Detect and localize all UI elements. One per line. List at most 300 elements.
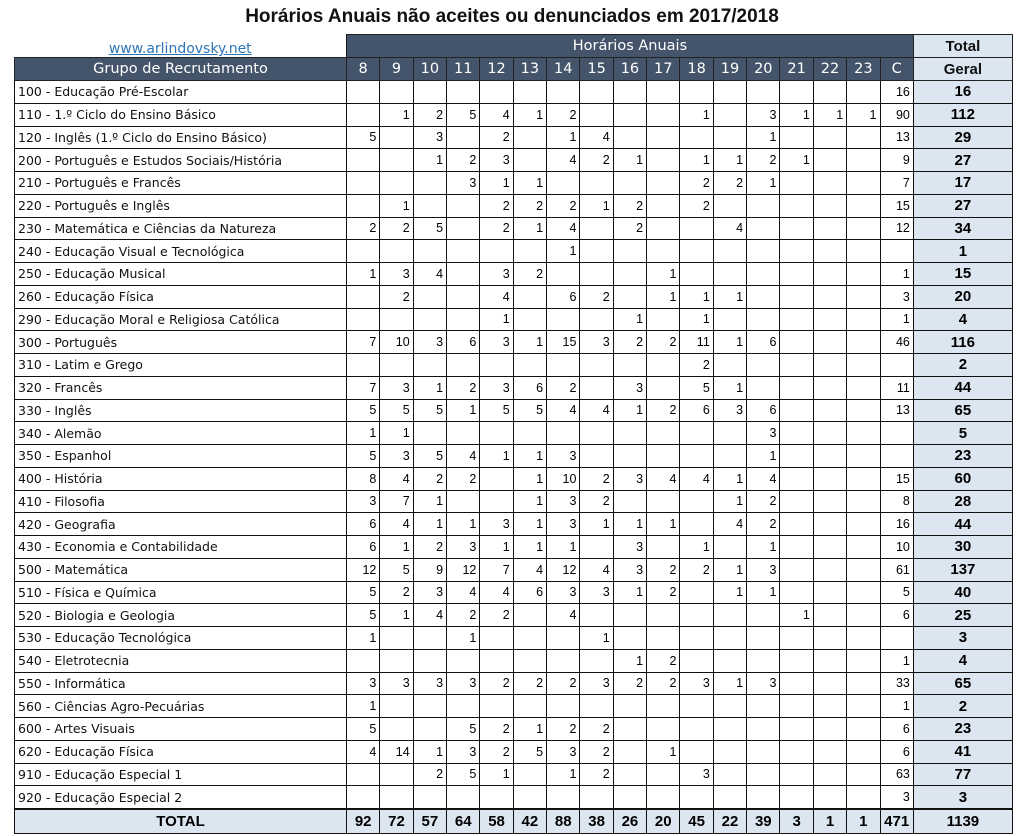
- value-cell: [780, 399, 813, 422]
- group-name: 310 - Latim e Grego: [15, 354, 347, 377]
- value-cell: 1: [380, 194, 413, 217]
- value-cell: 1: [713, 672, 746, 695]
- value-cell: 2: [613, 331, 646, 354]
- value-cell: 7: [347, 376, 380, 399]
- value-cell: 4: [580, 399, 613, 422]
- group-name: 220 - Português e Inglês: [15, 194, 347, 217]
- value-cell: [680, 627, 713, 650]
- value-cell: [780, 490, 813, 513]
- value-cell: [847, 285, 880, 308]
- group-name: 100 - Educação Pré-Escolar: [15, 81, 347, 104]
- value-cell: [713, 536, 746, 559]
- row-total: 28: [913, 490, 1012, 513]
- value-cell: [480, 422, 513, 445]
- value-cell: [780, 194, 813, 217]
- value-cell: [747, 376, 780, 399]
- value-cell: [647, 240, 680, 263]
- value-cell: [647, 172, 680, 195]
- value-cell: 90: [880, 103, 913, 126]
- column-total: 57: [413, 809, 446, 834]
- value-cell: [847, 763, 880, 786]
- value-cell: 3: [480, 513, 513, 536]
- value-cell: [780, 263, 813, 286]
- value-cell: [847, 558, 880, 581]
- value-cell: [447, 695, 480, 718]
- value-cell: [380, 786, 413, 809]
- row-total: 1: [913, 240, 1012, 263]
- column-total: 39: [747, 809, 780, 834]
- row-total: 3: [913, 627, 1012, 650]
- value-cell: [713, 103, 746, 126]
- website-link[interactable]: www.arlindovsky.net: [108, 41, 252, 57]
- group-name: 420 - Geografia: [15, 513, 347, 536]
- value-cell: [580, 103, 613, 126]
- header-total-line2: Geral: [913, 58, 1012, 81]
- value-cell: 1: [513, 536, 546, 559]
- value-cell: [680, 490, 713, 513]
- value-cell: [780, 81, 813, 104]
- value-cell: 4: [413, 604, 446, 627]
- value-cell: 63: [880, 763, 913, 786]
- value-cell: [513, 763, 546, 786]
- value-cell: 2: [447, 376, 480, 399]
- table-row: [15, 399, 1013, 422]
- group-name: 250 - Educação Musical: [15, 263, 347, 286]
- value-cell: [747, 695, 780, 718]
- table-row: [15, 354, 1013, 377]
- value-cell: 1: [613, 308, 646, 331]
- value-cell: 2: [680, 558, 713, 581]
- value-cell: [347, 285, 380, 308]
- value-cell: 2: [480, 194, 513, 217]
- value-cell: 2: [647, 558, 680, 581]
- value-cell: [713, 740, 746, 763]
- value-cell: 6: [747, 331, 780, 354]
- value-cell: [780, 172, 813, 195]
- table-row: [15, 445, 1013, 468]
- value-cell: [813, 331, 846, 354]
- value-cell: 33: [880, 672, 913, 695]
- grand-total: 1139: [913, 809, 1012, 834]
- row-total: 137: [913, 558, 1012, 581]
- value-cell: 2: [680, 354, 713, 377]
- value-cell: [480, 81, 513, 104]
- header-col-13: 13: [513, 58, 546, 81]
- value-cell: 3: [380, 263, 413, 286]
- value-cell: [613, 763, 646, 786]
- value-cell: 6: [447, 331, 480, 354]
- value-cell: 13: [880, 126, 913, 149]
- value-cell: [480, 240, 513, 263]
- value-cell: 1: [780, 604, 813, 627]
- value-cell: [380, 627, 413, 650]
- table-row: [15, 172, 1013, 195]
- value-cell: [580, 422, 613, 445]
- value-cell: [513, 149, 546, 172]
- value-cell: 5: [347, 126, 380, 149]
- value-cell: [580, 786, 613, 809]
- value-cell: 2: [580, 490, 613, 513]
- value-cell: 3: [480, 263, 513, 286]
- value-cell: [847, 490, 880, 513]
- value-cell: [813, 376, 846, 399]
- value-cell: [613, 604, 646, 627]
- value-cell: [647, 536, 680, 559]
- value-cell: 15: [547, 331, 580, 354]
- group-name: 920 - Educação Especial 2: [15, 786, 347, 809]
- row-total: 25: [913, 604, 1012, 627]
- value-cell: [747, 81, 780, 104]
- value-cell: [647, 490, 680, 513]
- value-cell: 6: [880, 718, 913, 741]
- value-cell: [480, 786, 513, 809]
- value-cell: 1: [613, 581, 646, 604]
- value-cell: 6: [547, 285, 580, 308]
- value-cell: [580, 536, 613, 559]
- value-cell: [813, 558, 846, 581]
- value-cell: 1: [513, 103, 546, 126]
- group-name: 300 - Português: [15, 331, 347, 354]
- value-cell: [713, 718, 746, 741]
- table-row: [15, 490, 1013, 513]
- value-cell: 5: [680, 376, 713, 399]
- header-group: Grupo de Recrutamento: [15, 58, 347, 81]
- group-name: 260 - Educação Física: [15, 285, 347, 308]
- value-cell: 1: [613, 399, 646, 422]
- value-cell: [647, 81, 680, 104]
- value-cell: [680, 649, 713, 672]
- value-cell: [547, 422, 580, 445]
- value-cell: [813, 467, 846, 490]
- value-cell: [780, 126, 813, 149]
- row-total: 15: [913, 263, 1012, 286]
- value-cell: 6: [880, 604, 913, 627]
- value-cell: 3: [747, 558, 780, 581]
- value-cell: [647, 194, 680, 217]
- value-cell: 1: [680, 285, 713, 308]
- row-total: 27: [913, 194, 1012, 217]
- value-cell: 2: [747, 149, 780, 172]
- value-cell: [580, 649, 613, 672]
- value-cell: [613, 126, 646, 149]
- group-name: 320 - Francês: [15, 376, 347, 399]
- header-col-23: 23: [847, 58, 880, 81]
- group-name: 430 - Economia e Contabilidade: [15, 536, 347, 559]
- value-cell: [747, 649, 780, 672]
- value-cell: 5: [880, 581, 913, 604]
- value-cell: [780, 376, 813, 399]
- header-col-9: 9: [380, 58, 413, 81]
- value-cell: [847, 194, 880, 217]
- header-col-20: 20: [747, 58, 780, 81]
- column-total: 22: [713, 809, 746, 834]
- value-cell: 3: [547, 740, 580, 763]
- row-total: 65: [913, 672, 1012, 695]
- value-cell: [780, 558, 813, 581]
- page-title: Horários Anuais não aceites ou denunciados em 2017/2018: [245, 6, 779, 27]
- value-cell: 2: [547, 103, 580, 126]
- value-cell: [380, 81, 413, 104]
- value-cell: [713, 194, 746, 217]
- value-cell: [780, 581, 813, 604]
- value-cell: 2: [613, 217, 646, 240]
- value-cell: 2: [413, 536, 446, 559]
- value-cell: 1: [613, 649, 646, 672]
- value-cell: 1: [513, 217, 546, 240]
- group-name: 550 - Informática: [15, 672, 347, 695]
- value-cell: 5: [347, 718, 380, 741]
- value-cell: [713, 422, 746, 445]
- table-row: [15, 422, 1013, 445]
- value-cell: [647, 149, 680, 172]
- value-cell: [847, 240, 880, 263]
- value-cell: [813, 126, 846, 149]
- value-cell: 4: [480, 103, 513, 126]
- value-cell: [513, 786, 546, 809]
- value-cell: [613, 490, 646, 513]
- value-cell: [847, 581, 880, 604]
- value-cell: [380, 354, 413, 377]
- value-cell: [713, 695, 746, 718]
- group-name: 200 - Português e Estudos Sociais/História: [15, 149, 347, 172]
- value-cell: [513, 422, 546, 445]
- value-cell: [847, 672, 880, 695]
- value-cell: [813, 81, 846, 104]
- value-cell: [847, 308, 880, 331]
- value-cell: 2: [513, 672, 546, 695]
- value-cell: [813, 490, 846, 513]
- value-cell: 1: [713, 581, 746, 604]
- value-cell: 6: [680, 399, 713, 422]
- value-cell: [847, 217, 880, 240]
- table-row: [15, 536, 1013, 559]
- value-cell: [813, 740, 846, 763]
- value-cell: [347, 240, 380, 263]
- group-name: 540 - Eletrotecnia: [15, 649, 347, 672]
- value-cell: [713, 786, 746, 809]
- value-cell: 1: [447, 627, 480, 650]
- value-cell: [780, 513, 813, 536]
- value-cell: [813, 422, 846, 445]
- value-cell: [747, 240, 780, 263]
- value-cell: 1: [513, 172, 546, 195]
- table-row: [15, 581, 1013, 604]
- value-cell: 1: [513, 490, 546, 513]
- value-cell: 2: [547, 376, 580, 399]
- table-row: [15, 331, 1013, 354]
- value-cell: [513, 627, 546, 650]
- value-cell: [847, 513, 880, 536]
- row-total: 3: [913, 786, 1012, 809]
- value-cell: [613, 263, 646, 286]
- value-cell: [847, 786, 880, 809]
- value-cell: 10: [880, 536, 913, 559]
- value-cell: [780, 285, 813, 308]
- value-cell: [680, 513, 713, 536]
- value-cell: 1: [347, 422, 380, 445]
- value-cell: [513, 81, 546, 104]
- value-cell: 3: [747, 422, 780, 445]
- value-cell: 9: [413, 558, 446, 581]
- value-cell: [747, 194, 780, 217]
- value-cell: [613, 445, 646, 468]
- value-cell: 4: [413, 263, 446, 286]
- table-row: [15, 604, 1013, 627]
- row-total: 2: [913, 354, 1012, 377]
- value-cell: [580, 172, 613, 195]
- value-cell: 10: [547, 467, 580, 490]
- value-cell: [813, 149, 846, 172]
- column-total: 471: [880, 809, 913, 834]
- value-cell: [647, 695, 680, 718]
- value-cell: 3: [680, 763, 713, 786]
- value-cell: 12: [547, 558, 580, 581]
- value-cell: [547, 627, 580, 650]
- value-cell: [613, 81, 646, 104]
- table-row: [15, 467, 1013, 490]
- table-row: [15, 718, 1013, 741]
- value-cell: 1: [547, 126, 580, 149]
- value-cell: 4: [713, 217, 746, 240]
- value-cell: [380, 695, 413, 718]
- header-col-11: 11: [447, 58, 480, 81]
- value-cell: 5: [413, 399, 446, 422]
- value-cell: 4: [713, 513, 746, 536]
- value-cell: 2: [647, 581, 680, 604]
- value-cell: [413, 422, 446, 445]
- value-cell: 4: [480, 285, 513, 308]
- value-cell: [380, 649, 413, 672]
- value-cell: [813, 718, 846, 741]
- value-cell: 2: [580, 149, 613, 172]
- value-cell: 3: [547, 490, 580, 513]
- value-cell: [613, 422, 646, 445]
- value-cell: [413, 81, 446, 104]
- value-cell: [413, 786, 446, 809]
- value-cell: 3: [380, 376, 413, 399]
- group-name: 510 - Física e Química: [15, 581, 347, 604]
- value-cell: 2: [447, 467, 480, 490]
- value-cell: 3: [880, 285, 913, 308]
- value-cell: 16: [880, 81, 913, 104]
- value-cell: [813, 354, 846, 377]
- value-cell: [680, 604, 713, 627]
- value-cell: 1: [813, 103, 846, 126]
- value-cell: 1: [580, 627, 613, 650]
- value-cell: 2: [647, 649, 680, 672]
- value-cell: [747, 354, 780, 377]
- value-cell: [680, 581, 713, 604]
- table-row: [15, 513, 1013, 536]
- value-cell: [780, 786, 813, 809]
- value-cell: 7: [880, 172, 913, 195]
- value-cell: [847, 263, 880, 286]
- value-cell: 1: [513, 331, 546, 354]
- schedules-table: [14, 34, 1013, 834]
- value-cell: [513, 649, 546, 672]
- value-cell: [547, 354, 580, 377]
- value-cell: 2: [347, 217, 380, 240]
- value-cell: [847, 399, 880, 422]
- value-cell: 3: [480, 376, 513, 399]
- group-name: 560 - Ciências Agro-Pecuárias: [15, 695, 347, 718]
- value-cell: [547, 649, 580, 672]
- header-col-17: 17: [647, 58, 680, 81]
- value-cell: 2: [447, 604, 480, 627]
- value-cell: 4: [747, 467, 780, 490]
- value-cell: [413, 695, 446, 718]
- value-cell: 1: [547, 240, 580, 263]
- totals-row: [15, 809, 1013, 834]
- value-cell: 2: [447, 149, 480, 172]
- value-cell: 1: [747, 126, 780, 149]
- value-cell: [813, 399, 846, 422]
- value-cell: [580, 263, 613, 286]
- group-name: 290 - Educação Moral e Religiosa Católica: [15, 308, 347, 331]
- value-cell: 5: [347, 445, 380, 468]
- value-cell: 3: [380, 445, 413, 468]
- value-cell: [380, 126, 413, 149]
- value-cell: [847, 149, 880, 172]
- value-cell: [780, 467, 813, 490]
- value-cell: [413, 627, 446, 650]
- value-cell: [447, 126, 480, 149]
- value-cell: [847, 740, 880, 763]
- row-total: 16: [913, 81, 1012, 104]
- value-cell: 1: [513, 467, 546, 490]
- value-cell: 2: [413, 467, 446, 490]
- value-cell: [613, 718, 646, 741]
- value-cell: [580, 240, 613, 263]
- group-name: 120 - Inglês (1.º Ciclo do Ensino Básico): [15, 126, 347, 149]
- row-total: 65: [913, 399, 1012, 422]
- value-cell: 1: [713, 558, 746, 581]
- value-cell: [547, 263, 580, 286]
- value-cell: 4: [447, 445, 480, 468]
- value-cell: 1: [647, 513, 680, 536]
- value-cell: 1: [513, 445, 546, 468]
- value-cell: 1: [713, 331, 746, 354]
- value-cell: 1: [847, 103, 880, 126]
- value-cell: [580, 217, 613, 240]
- value-cell: 15: [880, 467, 913, 490]
- table-row: [15, 285, 1013, 308]
- value-cell: 2: [580, 285, 613, 308]
- value-cell: 6: [513, 376, 546, 399]
- value-cell: 1: [413, 490, 446, 513]
- value-cell: 3: [447, 172, 480, 195]
- value-cell: [813, 263, 846, 286]
- table-row: [15, 81, 1013, 104]
- value-cell: [613, 354, 646, 377]
- value-cell: 1: [413, 740, 446, 763]
- header-col-15: 15: [580, 58, 613, 81]
- value-cell: [613, 627, 646, 650]
- table-row: [15, 103, 1013, 126]
- header-total-line1: Total: [913, 35, 1012, 58]
- value-cell: 3: [747, 672, 780, 695]
- table-row: [15, 740, 1013, 763]
- value-cell: 1: [713, 376, 746, 399]
- value-cell: 1: [713, 149, 746, 172]
- column-total: 64: [447, 809, 480, 834]
- value-cell: [780, 331, 813, 354]
- value-cell: [680, 126, 713, 149]
- value-cell: 5: [347, 581, 380, 604]
- value-cell: 1: [380, 604, 413, 627]
- group-name: 210 - Português e Francês: [15, 172, 347, 195]
- value-cell: [480, 695, 513, 718]
